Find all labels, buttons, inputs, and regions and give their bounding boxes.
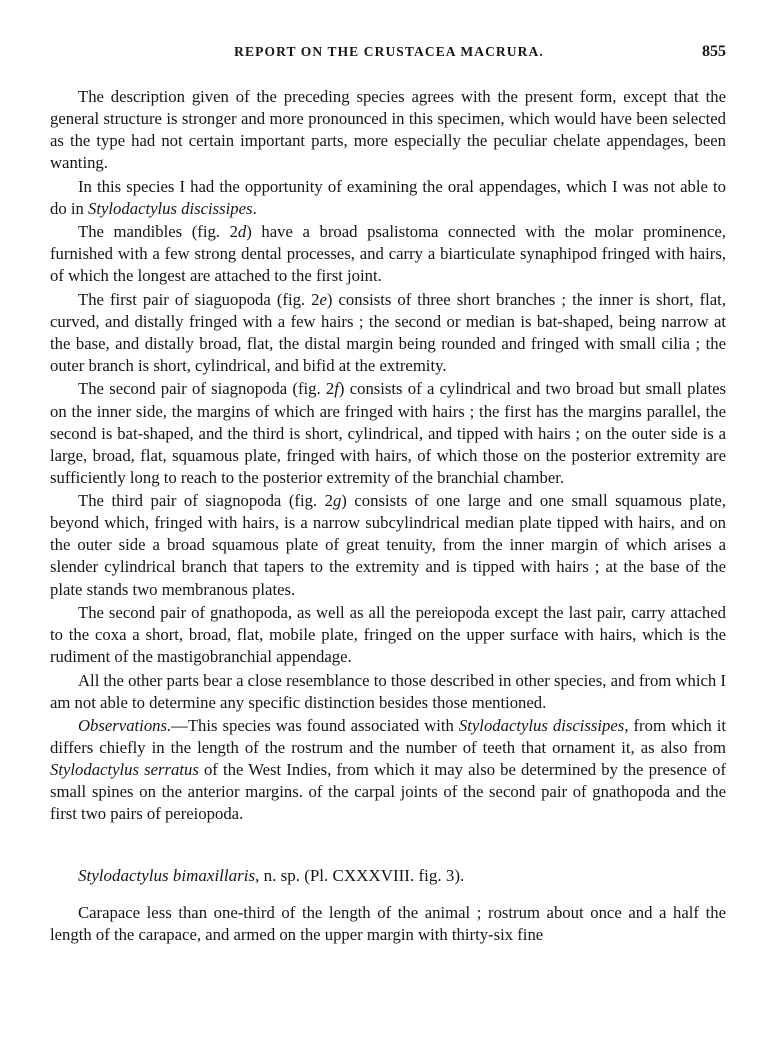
text-run: The third pair of siagnopoda (fig. 2 <box>78 491 333 511</box>
paragraph <box>50 289 726 377</box>
paragraph <box>50 86 726 174</box>
text-run: ) have a broad psalistoma connected with the molar prominence, furnished with a few strong dental processes, and carry a biarticulate synaphipod fringed with hairs, of which the longest are attached to the first joint. <box>50 222 726 286</box>
page-header <box>52 44 726 66</box>
paragraph <box>50 176 726 220</box>
text-run: The mandibles (fig. 2 <box>78 222 238 242</box>
body-text <box>50 86 726 947</box>
text-run: ) consists of one large and one small squamous plate, beyond which, fringed with hairs, is a narrow subcylindrical median plate tipped with hairs, and on the outer side a broad squamous plate of great tenuity, from the inner margin of which arises a slender cylindrical branch that tapers to the extremity and is tipped with hairs ; at the base of the plate stands two membranous plates. <box>50 491 726 599</box>
italic-text: d <box>237 222 247 242</box>
italic-text: Stylodactylus discissipes <box>458 716 625 735</box>
paragraph <box>50 221 726 287</box>
text-run: —This species was found associated with <box>171 716 459 735</box>
italic-text: e <box>319 289 327 309</box>
species-name: Stylodactylus bimaxillaris <box>78 866 256 886</box>
text-run: of the West Indies, from which it may also be determined by the presence of small spines on the anterior margins. of the carpal joints of the second pair of gnathopoda and the first two pairs of pereiopoda. <box>50 760 726 824</box>
paragraph <box>50 378 726 488</box>
paragraph-list <box>50 86 726 825</box>
italic-text: g <box>332 491 342 511</box>
text-run: The first pair of siaguopoda (fig. 2 <box>78 289 320 309</box>
italic-text: Observations. <box>78 716 172 735</box>
text-run: ) consists of a cylindrical and two broad but small plates on the inner side, the margins of which are fringed with hairs ; the first has the margins parallel, the second is bat-shaped, and the third is short, cylindrical, and tipped with hairs ; on the outer side is a large, broad, flat, squamous plate, fringed with hairs, of which those on the posterior extremity are sufficiently long to reach to the posterior extremity of the branchial chamber. <box>50 379 726 487</box>
species-heading <box>50 865 726 887</box>
italic-text: Stylodactylus discissipes <box>88 198 253 218</box>
text-run: In this species I had the opportunity of examining the oral appendages, which I was not able to do in <box>50 176 726 218</box>
text-run: All the other parts bear a close resemblance to those described in other species, and from which I am not able to determine any specific distinction besides those mentioned. <box>50 670 726 712</box>
text-run: The second pair of siagnopoda (fig. 2 <box>78 379 335 399</box>
paragraph <box>50 602 726 668</box>
text-run: . <box>252 198 257 218</box>
text-run: The description given of the preceding species agrees with the present form, except that the general structure is stronger and more pronounced in this specimen, which would have been selected as the type had not certain important parts, more especially the peculiar chelate appendages, been wanting. <box>50 87 726 173</box>
page-number: 855 <box>702 43 726 60</box>
paragraph <box>50 490 726 600</box>
text-run: The second pair of gnathopoda, as well as all the pereiopoda except the last pair, carry attached to the coxa a short, broad, flat, mobile plate, fringed on the upper surface with hairs, which is the rudiment of the mastigobranchial appendage. <box>50 602 726 667</box>
italic-text: f <box>334 379 339 399</box>
paragraph <box>50 670 726 714</box>
running-title: REPORT ON THE CRUSTACEA MACRURA. <box>234 44 544 59</box>
text-run: , from which it differs chiefly in the length of the rostrum and the number of teeth that ornament it, as also from <box>50 716 727 758</box>
paragraph <box>50 715 726 825</box>
species-heading-rest: , n. sp. (Pl. CXXXVIII. fig. 3). <box>255 866 465 886</box>
italic-text: Stylodactylus serratus <box>50 760 199 780</box>
paragraph: Carapace less than one-third of the length of the animal ; rostrum about once and a half the length of the carapace, and armed on the upper margin with thirty-six fine <box>50 902 726 944</box>
text-run: ) consists of three short branches ; the inner is short, flat, curved, and distally fringed with a few hairs ; the second or median is bat-shaped, being narrow at the base, and distally broad, flat, the distal margin being rounded and fringed with small cilia ; the outer branch is short, cylindrical, and bifid at the extremity. <box>50 289 726 376</box>
